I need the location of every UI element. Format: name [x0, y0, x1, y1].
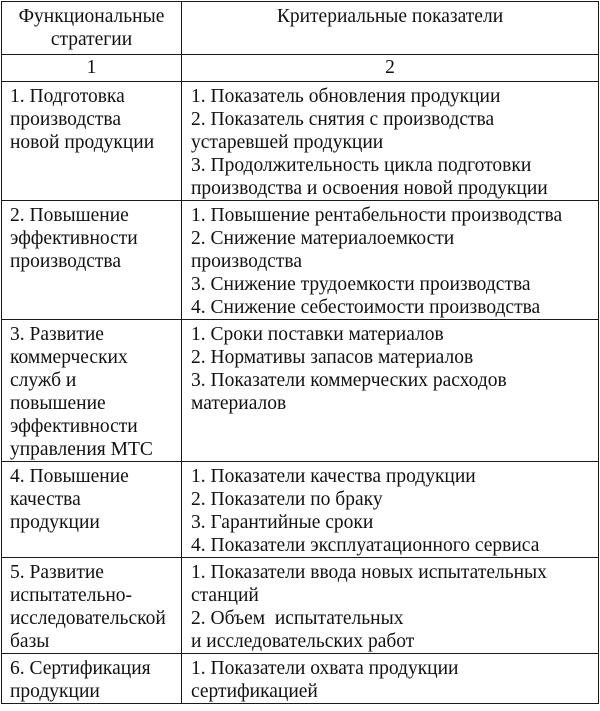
strategy-line: 1. Подготовка — [10, 86, 125, 107]
table-row — [2, 82, 599, 201]
criteria-cell — [182, 462, 599, 558]
table-header-row — [2, 2, 599, 55]
strategy-cell — [2, 201, 182, 320]
strategy-line: производства — [10, 109, 122, 130]
criteria-cell — [182, 654, 599, 704]
criteria-line: 1. Показатели качества продукции — [191, 466, 476, 487]
criteria-cell — [182, 201, 599, 320]
criteria-line: материалов — [191, 393, 287, 414]
strategy-cell — [2, 82, 182, 201]
criteria-cell — [182, 558, 599, 654]
header-strategies-line1: Функциональные — [18, 6, 165, 27]
table-row — [2, 462, 599, 558]
header-criteria — [182, 2, 599, 55]
criteria-line: 2. Объем испытательных — [191, 608, 404, 629]
criteria-cell — [182, 320, 599, 462]
criteria-line: производства — [191, 251, 303, 272]
criteria-line: 3. Гарантийные сроки — [191, 512, 374, 533]
criteria-line: 4. Показатели эксплуатационного сервиса — [191, 535, 540, 556]
strategy-line: 3. Развитие — [10, 324, 104, 345]
table-row — [2, 201, 599, 320]
strategy-criteria-table — [1, 1, 599, 704]
strategy-line: продукции — [10, 512, 100, 533]
strategy-line: управления МТС — [10, 439, 153, 460]
criteria-line: 1. Сроки поставки материалов — [191, 324, 444, 345]
column-number-2: 2 — [182, 55, 599, 82]
criteria-line: 1. Повышение рентабельности производства — [191, 205, 563, 226]
strategy-line: 6. Сертификация — [10, 658, 151, 679]
column-number-1: 1 — [2, 55, 182, 82]
strategy-line: коммерческих — [10, 347, 128, 368]
criteria-line: 2. Показатель снятия с производства — [191, 109, 495, 130]
criteria-line: 3. Показатели коммерческих расходов — [191, 370, 507, 391]
strategy-line: эффективности — [10, 416, 138, 437]
strategy-line: базы — [10, 631, 50, 652]
criteria-line: 2. Нормативы запасов материалов — [191, 347, 474, 368]
strategy-line: служб и — [10, 370, 77, 391]
strategy-line: исследовательской — [10, 608, 166, 629]
criteria-line: 3. Продолжительность цикла подготовки — [191, 155, 532, 176]
header-criteria-text: Критериальные показатели — [276, 6, 504, 27]
strategy-cell — [2, 654, 182, 704]
strategy-line: производства — [10, 251, 122, 272]
criteria-line: станций — [191, 585, 259, 606]
strategy-line: 2. Повышение — [10, 205, 129, 226]
table-row — [2, 558, 599, 654]
header-strategies-line2: стратегии — [50, 29, 133, 50]
criteria-line: 3. Снижение трудоемкости производства — [191, 274, 531, 295]
criteria-line: 2. Показатели по браку — [191, 489, 383, 510]
criteria-line: 1. Показатели ввода новых испытательных — [191, 562, 547, 583]
strategy-line: продукции — [10, 681, 100, 702]
criteria-line: производства и освоения новой продукции — [191, 178, 548, 199]
strategy-line: качества — [10, 489, 81, 510]
strategy-cell — [2, 462, 182, 558]
criteria-line: 2. Снижение материалоемкости — [191, 228, 455, 249]
table-row — [2, 654, 599, 704]
criteria-line: 4. Снижение себестоимости производства — [191, 297, 541, 318]
criteria-line: сертификацией — [191, 681, 318, 702]
criteria-cell — [182, 82, 599, 201]
strategy-line: повышение — [10, 393, 106, 414]
strategy-line: испытательно- — [10, 585, 133, 606]
strategy-line: новой продукции — [10, 132, 155, 153]
strategy-line: 5. Развитие — [10, 562, 104, 583]
strategy-cell — [2, 320, 182, 462]
header-strategies — [2, 2, 182, 55]
strategy-line: эффективности — [10, 228, 138, 249]
strategy-cell — [2, 558, 182, 654]
strategy-line: 4. Повышение — [10, 466, 129, 487]
criteria-line: и исследовательских работ — [191, 631, 415, 652]
column-number-row — [2, 55, 599, 82]
criteria-line: устаревшей продукции — [191, 132, 384, 153]
criteria-line: 1. Показатели охвата продукции — [191, 658, 459, 679]
table-row — [2, 320, 599, 462]
criteria-line: 1. Показатель обновления продукции — [191, 86, 501, 107]
